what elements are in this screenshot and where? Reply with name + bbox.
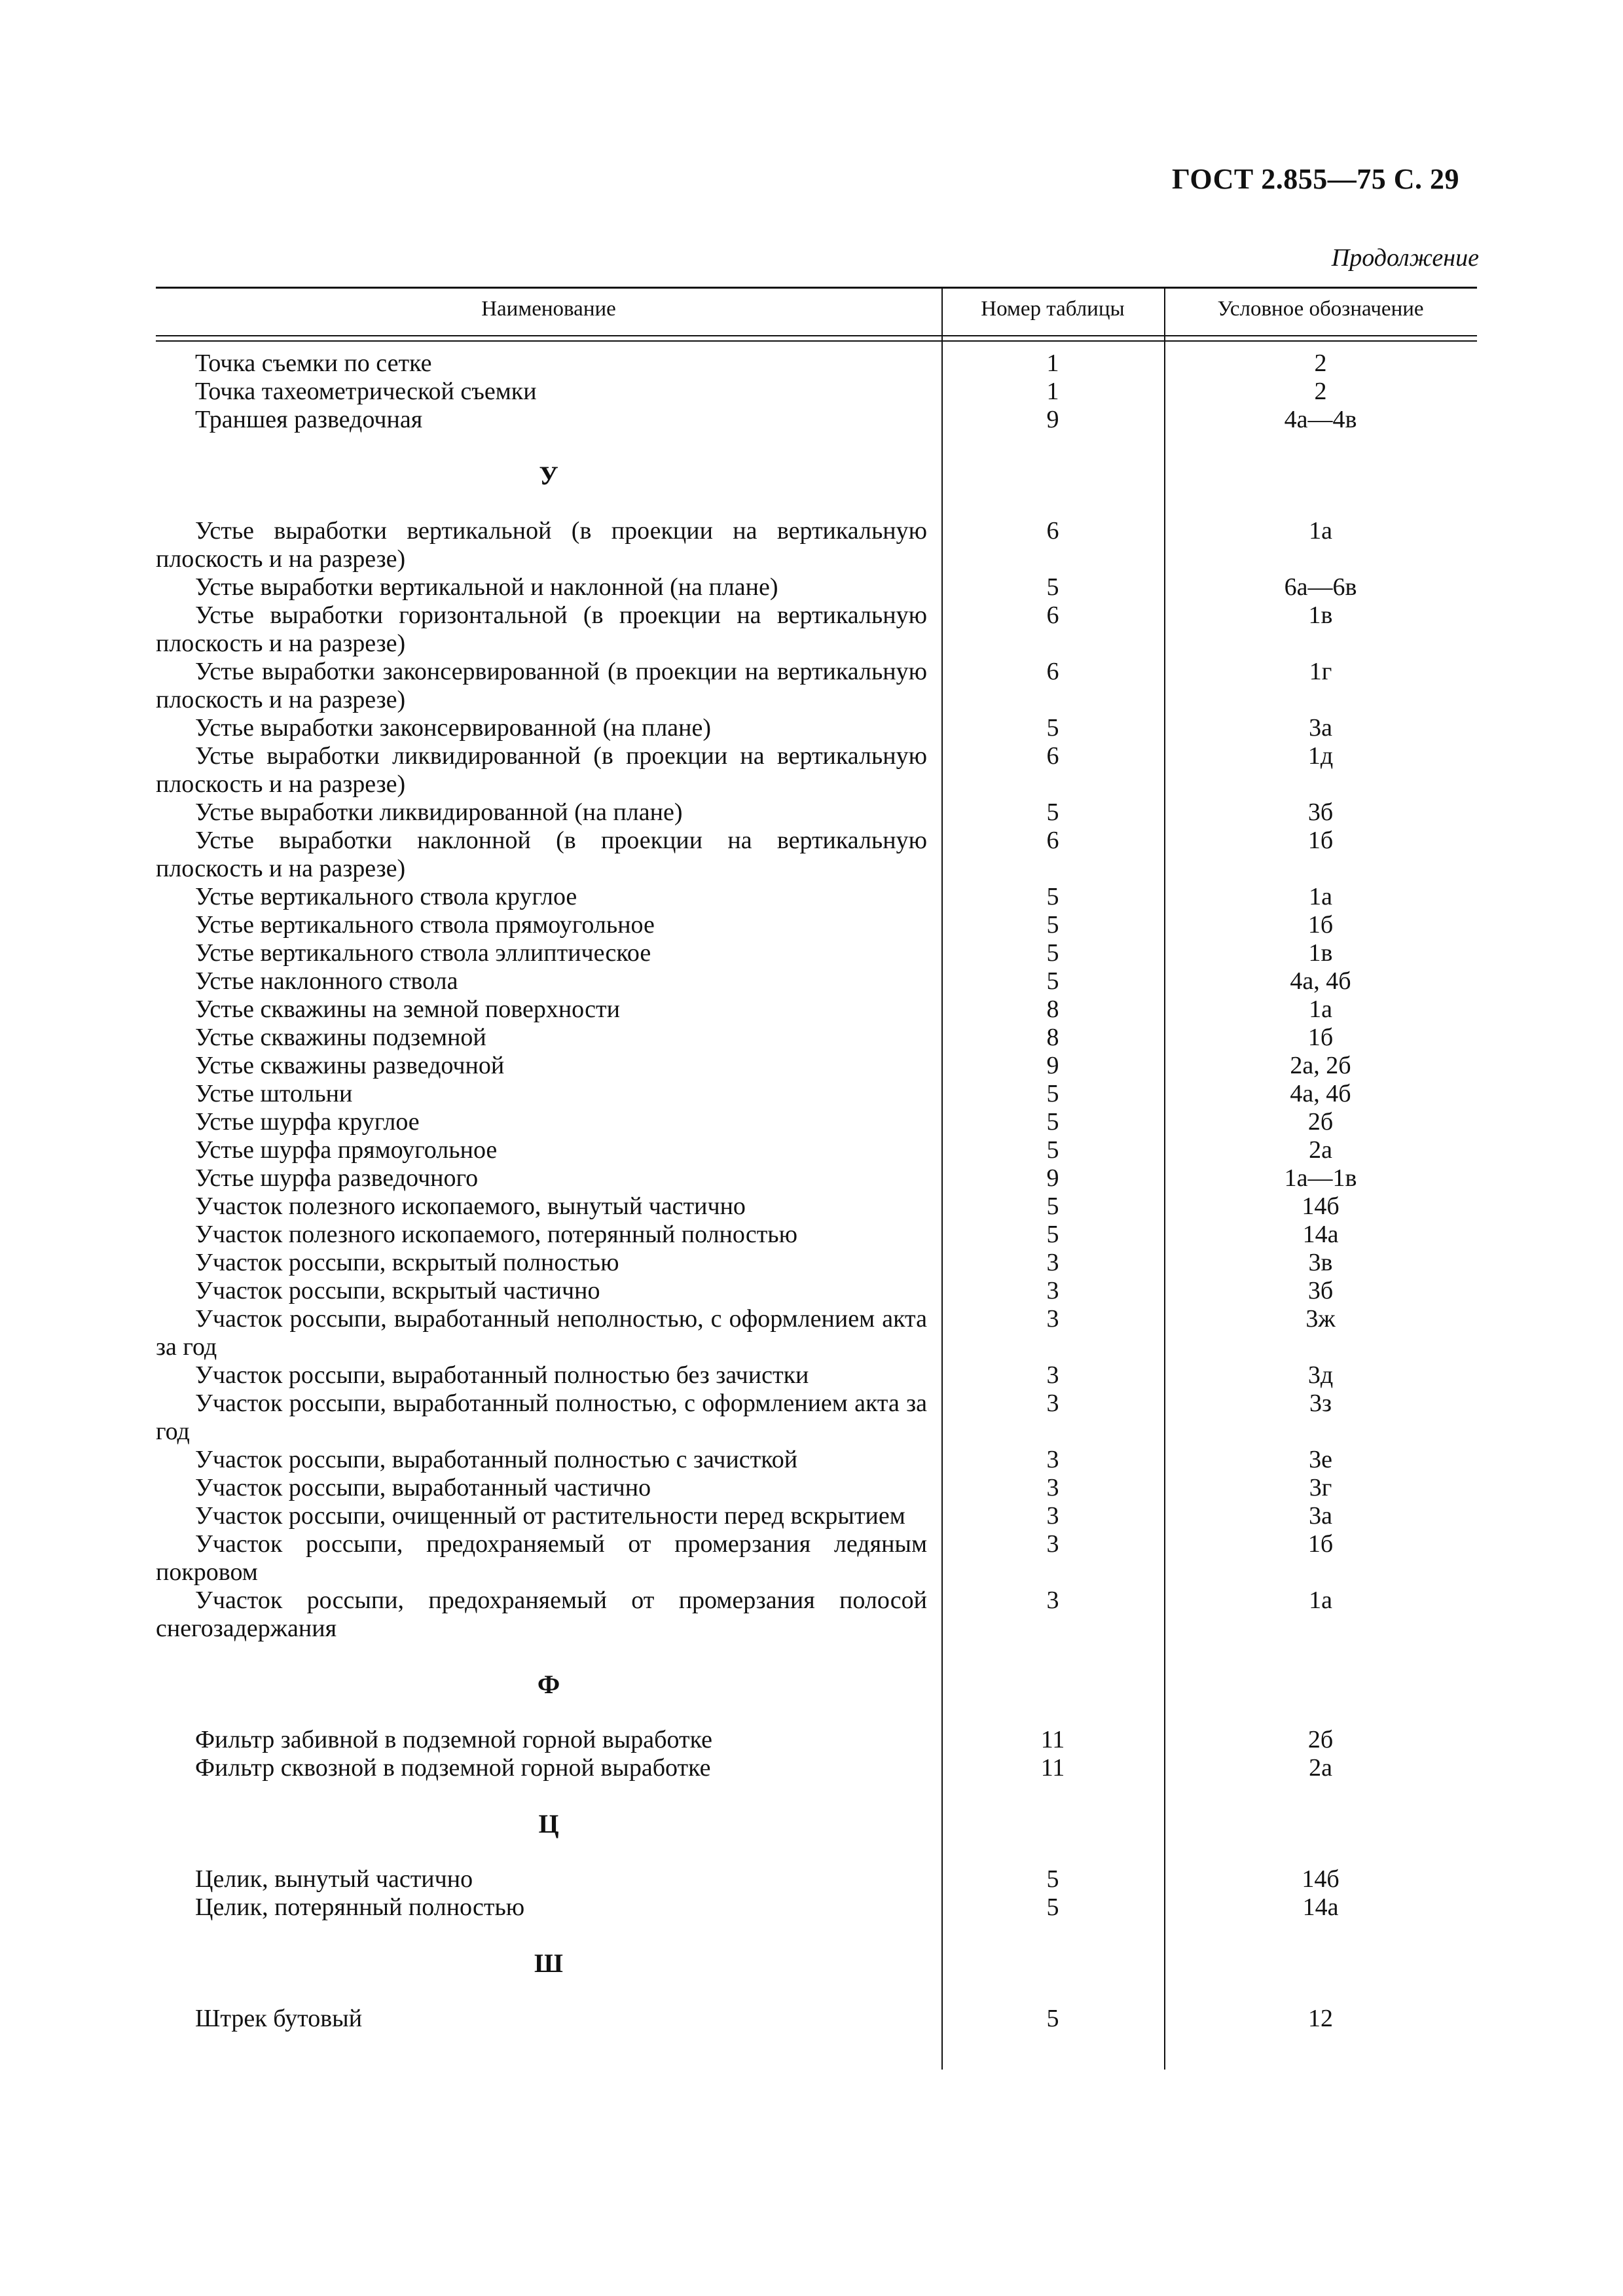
row-table-number: 5 — [1046, 1221, 1059, 1248]
section-letter-row — [156, 1810, 1477, 1838]
row-symbol: 6а—6в — [1284, 573, 1357, 601]
row-symbol: 1а — [1309, 1587, 1332, 1614]
row-name: Точка съемки по сетке — [195, 350, 432, 377]
row-table-number: 5 — [1046, 1080, 1059, 1107]
row-symbol: 4а—4в — [1284, 406, 1357, 433]
row-table-number: 6 — [1046, 517, 1059, 545]
row-name: Устье шурфа прямоугольное — [195, 1136, 498, 1164]
table-row — [156, 1024, 1477, 1052]
table-row — [156, 714, 1477, 742]
row-symbol: 1в — [1308, 939, 1333, 967]
row-table-number: 9 — [1046, 1164, 1059, 1192]
table-row — [156, 1052, 1477, 1080]
column-header-symbol: Условное обозначение — [1217, 297, 1424, 321]
row-name: Участок россыпи, выработанный полностью, с оформлением акта за год — [156, 1390, 927, 1445]
row-table-number: 9 — [1046, 1052, 1059, 1079]
row-table-number: 8 — [1046, 1024, 1059, 1051]
row-table-number: 5 — [1046, 714, 1059, 742]
section-letter: Ш — [534, 1948, 563, 1978]
row-symbol: 14б — [1302, 1865, 1340, 1893]
table-row — [156, 1305, 1477, 1361]
row-name: Устье вертикального ствола круглое — [195, 883, 577, 910]
row-table-number: 5 — [1046, 1893, 1059, 1921]
table-row — [156, 1136, 1477, 1164]
row-symbol: 3з — [1309, 1390, 1332, 1417]
row-symbol: 12 — [1308, 2005, 1333, 2032]
row-name: Устье выработки законсервированной (на плане) — [195, 714, 711, 742]
row-table-number: 5 — [1046, 1193, 1059, 1220]
table-row — [156, 658, 1477, 714]
row-table-number: 5 — [1046, 573, 1059, 601]
row-name: Устье скважины на земной поверхности — [195, 996, 620, 1023]
row-name: Устье скважины подземной — [195, 1024, 486, 1051]
row-table-number: 6 — [1046, 742, 1059, 770]
row-name: Точка тахеометрической съемки — [195, 378, 537, 405]
row-table-number: 5 — [1046, 1136, 1059, 1164]
row-symbol: 3г — [1309, 1474, 1332, 1501]
row-table-number: 1 — [1046, 350, 1059, 377]
row-symbol: 3а — [1309, 1502, 1332, 1530]
section-letter-row — [156, 461, 1477, 490]
row-table-number: 11 — [1040, 1754, 1065, 1782]
table-row — [156, 827, 1477, 883]
table-row — [156, 1361, 1477, 1390]
table-row — [156, 1893, 1477, 1922]
table-row — [156, 2005, 1477, 2033]
table-row — [156, 1390, 1477, 1446]
row-name: Устье шурфа разведочного — [195, 1164, 479, 1192]
row-name: Участок россыпи, выработанный частично — [195, 1474, 651, 1501]
table-body — [156, 350, 1477, 2033]
row-name: Участок россыпи, выработанный неполностью, с оформлением акта за год — [156, 1305, 927, 1361]
row-table-number: 3 — [1046, 1390, 1059, 1417]
row-symbol: 3в — [1308, 1249, 1333, 1276]
row-table-number: 5 — [1046, 798, 1059, 826]
row-symbol: 14б — [1302, 1193, 1340, 1220]
row-table-number: 3 — [1046, 1277, 1059, 1304]
row-symbol: 3е — [1309, 1446, 1332, 1473]
row-name: Участок полезного ископаемого, потерянный полностью — [195, 1221, 798, 1248]
row-name: Устье выработки наклонной (в проекции на вертикальную плоскость и на разрезе) — [156, 827, 927, 882]
row-symbol: 3ж — [1305, 1305, 1336, 1333]
table-row — [156, 1726, 1477, 1754]
page-title: ГОСТ 2.855—75 С. 29 — [1172, 163, 1460, 195]
header-rule — [156, 335, 1477, 336]
row-table-number: 5 — [1046, 967, 1059, 995]
row-symbol: 1д — [1307, 742, 1334, 770]
row-name: Участок россыпи, выработанный полностью без зачистки — [195, 1361, 809, 1389]
row-symbol: 1а — [1309, 883, 1332, 910]
table-row — [156, 798, 1477, 827]
table-row — [156, 1249, 1477, 1277]
row-name: Целик, вынутый частично — [195, 1865, 473, 1893]
row-name: Траншея разведочная — [195, 406, 423, 433]
table-row — [156, 939, 1477, 967]
table-row — [156, 1502, 1477, 1530]
row-symbol: 2а, 2б — [1290, 1052, 1351, 1079]
section-letter: Ц — [538, 1809, 559, 1839]
row-symbol: 1г — [1309, 658, 1332, 685]
row-symbol: 4а, 4б — [1290, 1080, 1351, 1107]
row-name: Целик, потерянный полностью — [195, 1893, 525, 1921]
table-row — [156, 1446, 1477, 1474]
row-name: Штрек бутовый — [195, 2005, 363, 2032]
section-letter-row — [156, 1949, 1477, 1977]
row-table-number: 3 — [1046, 1474, 1059, 1501]
row-name: Участок россыпи, вскрытый частично — [195, 1277, 600, 1304]
section-letter-row — [156, 1670, 1477, 1698]
section-letter: У — [539, 461, 558, 490]
row-symbol: 4а, 4б — [1290, 967, 1351, 995]
row-table-number: 3 — [1046, 1502, 1059, 1530]
row-name: Устье шурфа круглое — [195, 1108, 420, 1136]
row-symbol: 2 — [1314, 350, 1327, 377]
table-row — [156, 406, 1477, 434]
row-name: Устье выработки ликвидированной (в проекции на вертикальную плоскость и на разрезе) — [156, 742, 927, 798]
row-symbol: 2а — [1309, 1136, 1332, 1164]
row-table-number: 6 — [1046, 601, 1059, 629]
row-name: Устье наклонного ствола — [195, 967, 458, 995]
table-row — [156, 1587, 1477, 1643]
row-symbol: 1а—1в — [1284, 1164, 1357, 1192]
table-row — [156, 996, 1477, 1024]
row-symbol: 1в — [1308, 601, 1333, 629]
row-table-number: 6 — [1046, 658, 1059, 685]
row-name: Устье выработки вертикальной и наклонной (на плане) — [195, 573, 778, 601]
table-row — [156, 1865, 1477, 1893]
row-name: Устье выработки горизонтальной (в проекции на вертикальную плоскость и на разрезе) — [156, 601, 927, 657]
row-symbol: 14а — [1302, 1893, 1339, 1921]
row-name: Участок россыпи, вскрытый полностью — [195, 1249, 619, 1276]
row-symbol: 14а — [1302, 1221, 1339, 1248]
table-top-rule — [156, 287, 1477, 289]
row-symbol: 1а — [1309, 996, 1332, 1023]
row-table-number: 5 — [1046, 2005, 1059, 2032]
row-name: Участок россыпи, предохраняемый от промерзания полосой снегозадержания — [156, 1587, 927, 1642]
column-header-table-number: Номер таблицы — [981, 297, 1125, 321]
row-symbol: 1а — [1309, 517, 1332, 545]
row-symbol: 3а — [1309, 714, 1332, 742]
row-table-number: 3 — [1046, 1587, 1059, 1614]
row-symbol: 3б — [1307, 798, 1334, 826]
table-row — [156, 911, 1477, 939]
row-name: Устье скважины разведочной — [195, 1052, 505, 1079]
row-name: Участок россыпи, предохраняемый от промерзания ледяным покровом — [156, 1530, 927, 1586]
row-table-number: 3 — [1046, 1249, 1059, 1276]
table-row — [156, 1530, 1477, 1587]
table-row — [156, 350, 1477, 378]
table-row — [156, 1754, 1477, 1782]
row-name: Устье штольни — [195, 1080, 353, 1107]
row-name: Участок россыпи, выработанный полностью с зачисткой — [195, 1446, 798, 1473]
row-symbol: 3б — [1307, 1277, 1334, 1304]
row-table-number: 11 — [1040, 1726, 1065, 1753]
row-name: Устье выработки законсервированной (в проекции на вертикальную плоскость и на разрезе) — [156, 658, 927, 713]
row-symbol: 2 — [1314, 378, 1327, 405]
row-table-number: 1 — [1046, 378, 1059, 405]
row-symbol: 3д — [1307, 1361, 1334, 1389]
table-row — [156, 573, 1477, 601]
row-name: Устье вертикального ствола эллиптическое — [195, 939, 651, 967]
row-symbol: 1б — [1307, 1024, 1334, 1051]
table-row — [156, 742, 1477, 798]
header-rule-double — [156, 340, 1477, 342]
row-name: Фильтр забивной в подземной горной выработке — [195, 1726, 712, 1753]
row-name: Участок полезного ископаемого, вынутый частично — [195, 1193, 746, 1220]
row-table-number: 5 — [1046, 883, 1059, 910]
row-table-number: 5 — [1046, 1865, 1059, 1893]
table-row — [156, 601, 1477, 658]
section-letter: Ф — [537, 1670, 560, 1699]
table-row — [156, 1221, 1477, 1249]
row-table-number: 9 — [1046, 406, 1059, 433]
row-symbol: 2б — [1307, 1726, 1334, 1753]
table-row — [156, 1277, 1477, 1305]
table-row — [156, 967, 1477, 996]
row-table-number: 5 — [1046, 939, 1059, 967]
row-symbol: 2а — [1309, 1754, 1332, 1782]
row-table-number: 3 — [1046, 1530, 1059, 1558]
row-name: Устье выработки вертикальной (в проекции на вертикальную плоскость и на разрезе) — [156, 517, 927, 573]
row-name: Фильтр сквозной в подземной горной выработке — [195, 1754, 711, 1782]
continuation-label: Продолжение — [1331, 244, 1479, 272]
table-row — [156, 378, 1477, 406]
row-symbol: 1б — [1307, 1530, 1334, 1558]
row-table-number: 8 — [1046, 996, 1059, 1023]
row-name: Устье вертикального ствола прямоугольное — [195, 911, 655, 939]
row-name: Устье выработки ликвидированной (на плане) — [195, 798, 683, 826]
table-row — [156, 1108, 1477, 1136]
row-symbol: 2б — [1307, 1108, 1334, 1136]
row-symbol: 1б — [1307, 911, 1334, 939]
table-row — [156, 1080, 1477, 1108]
row-name: Участок россыпи, очищенный от растительности перед вскрытием — [195, 1502, 905, 1530]
row-table-number: 3 — [1046, 1361, 1059, 1389]
row-table-number: 5 — [1046, 911, 1059, 939]
table-row — [156, 517, 1477, 573]
row-table-number: 6 — [1046, 827, 1059, 854]
table-row — [156, 1164, 1477, 1193]
table-row — [156, 1193, 1477, 1221]
row-table-number: 3 — [1046, 1446, 1059, 1473]
column-header-name: Наименование — [481, 297, 616, 321]
table-row — [156, 1474, 1477, 1502]
table-row — [156, 883, 1477, 911]
row-table-number: 3 — [1046, 1305, 1059, 1333]
row-symbol: 1б — [1307, 827, 1334, 854]
row-table-number: 5 — [1046, 1108, 1059, 1136]
